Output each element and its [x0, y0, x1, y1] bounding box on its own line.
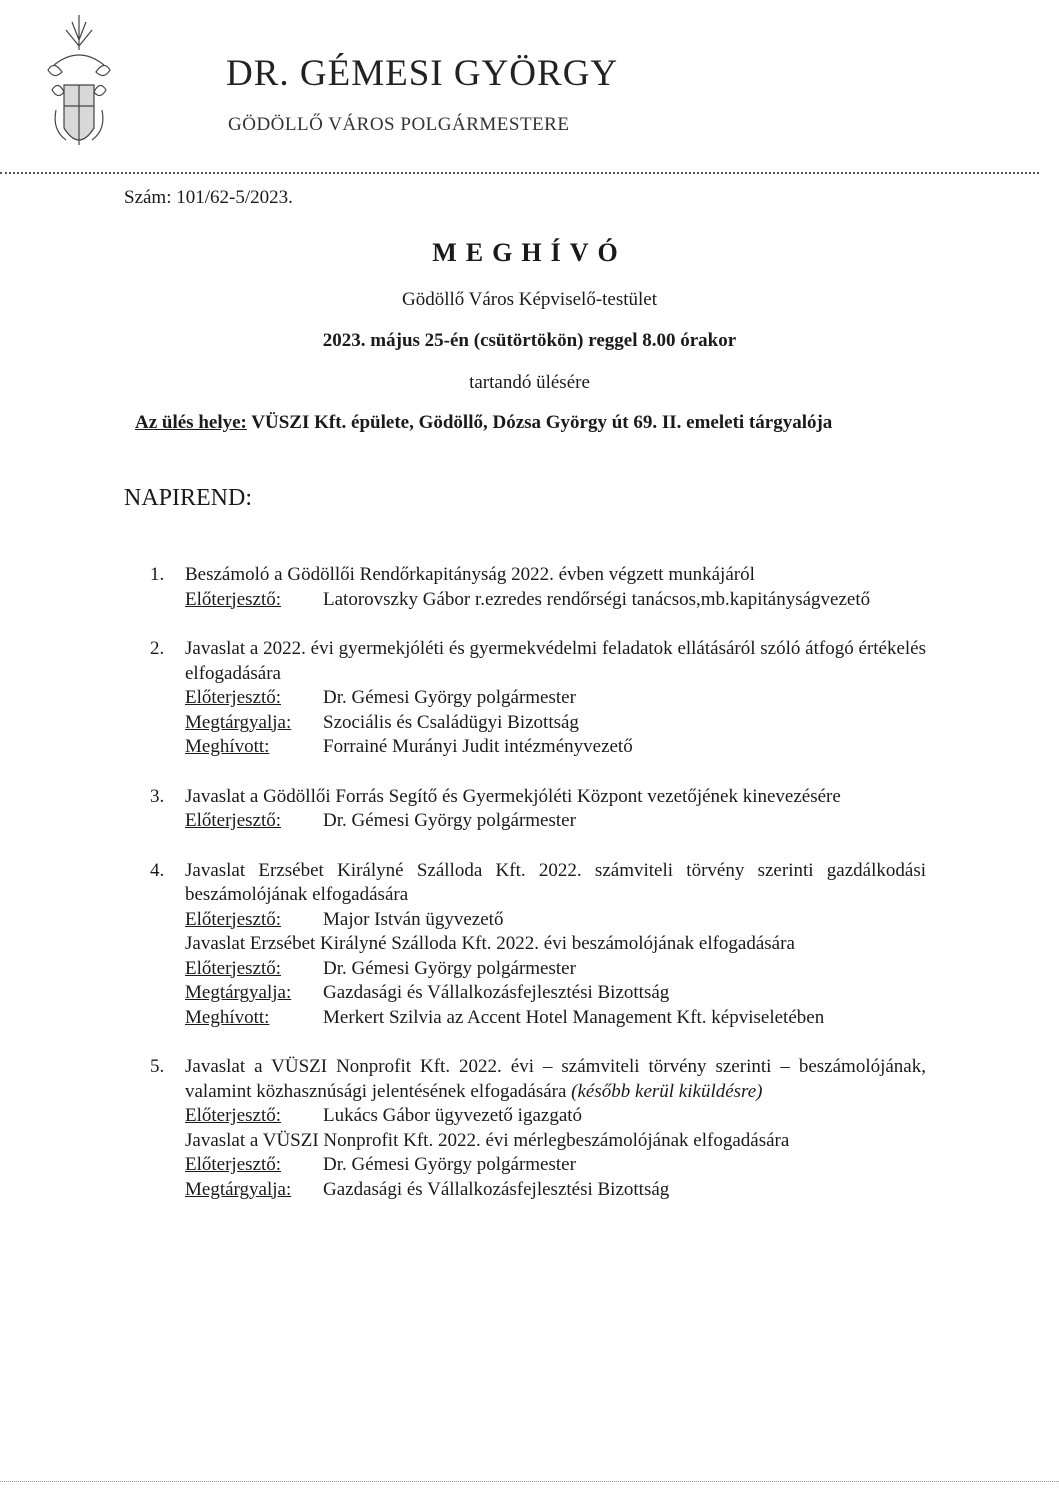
agenda-item-title: Javaslat a VÜSZI Nonprofit Kft. 2022. évi – számviteli törvény szerinti – beszámolójának, valamint közhasznúsági jelentésének elfogadására [185, 1056, 926, 1102]
role-value: Gazdasági és Vállalkozásfejlesztési Bizottság [323, 982, 670, 1003]
role-label: Előterjesztő: [185, 588, 282, 610]
agenda-item [150, 637, 926, 760]
agenda-role-row [185, 711, 926, 736]
agenda-item [150, 859, 926, 1031]
agenda-role-row [185, 1104, 926, 1129]
agenda-subitem-title: Javaslat Erzsébet Királyné Szálloda Kft. 2022. évi beszámolójának elfogadására [185, 933, 795, 954]
role-value: Dr. Gémesi György polgármester [323, 957, 576, 979]
role-label: Előterjesztő: [185, 957, 282, 979]
role-value: Forrainé Murányi Judit intézményvezető [323, 736, 633, 757]
role-label: Megtárgyalja: [185, 1178, 292, 1200]
agenda-role-row [185, 957, 926, 982]
role-value: Szociális és Családügyi Bizottság [323, 711, 579, 733]
role-value: Latorovszky Gábor r.ezredes rendőrségi tanácsos,mb.kapitányságvezető [323, 588, 871, 610]
role-label: Megtárgyalja: [185, 711, 292, 733]
meeting-subtitle: tartandó ülésére [469, 372, 590, 393]
role-value: Dr. Gémesi György polgármester [323, 810, 576, 831]
coat-of-arms-icon [44, 10, 114, 158]
agenda-item-number: 2. [150, 638, 165, 659]
agenda-role-row [185, 1153, 926, 1178]
agenda-role-row [185, 735, 926, 760]
agenda-item-number: 3. [150, 785, 165, 807]
role-label: Meghívott: [185, 1006, 270, 1028]
role-value: Major István ügyvezető [323, 908, 504, 930]
document-title: MEGHÍVÓ [432, 238, 627, 267]
mayor-name: DR. GÉMESI GYÖRGY [226, 53, 619, 94]
agenda-item [150, 563, 926, 612]
role-value: Lukács Gábor ügyvezető igazgató [323, 1105, 583, 1126]
role-label: Előterjesztő: [185, 810, 282, 831]
agenda-item-title: Javaslat a Gödöllői Forrás Segítő és Gyermekjóléti Központ vezetőjének kinevezésére [185, 785, 841, 807]
footer-divider [0, 1481, 1059, 1482]
agenda-role-row [185, 1006, 926, 1031]
header-divider [0, 172, 1039, 174]
agenda-role-row [185, 908, 926, 933]
reference-number: Szám: 101/62-5/2023. [124, 187, 293, 208]
agenda-role-row [185, 1178, 926, 1203]
agenda-item-number: 5. [150, 1056, 165, 1077]
mayor-title: GÖDÖLLŐ VÁROS POLGÁRMESTERE [228, 114, 570, 135]
agenda-item-number: 4. [150, 859, 165, 881]
role-label: Meghívott: [185, 736, 270, 757]
agenda-role-row [185, 809, 926, 834]
venue-label: Az ülés helye: [135, 412, 247, 433]
agenda-subitem-title: Javaslat a VÜSZI Nonprofit Kft. 2022. évi mérlegbeszámolójának elfogadására [185, 1129, 790, 1151]
role-value: Dr. Gémesi György polgármester [323, 1154, 576, 1175]
role-label: Megtárgyalja: [185, 982, 292, 1003]
agenda-role-row [185, 981, 926, 1006]
agenda-role-row [185, 686, 926, 711]
meeting-datetime: 2023. május 25-én (csütörtökön) reggel 8.00 órakor [322, 330, 737, 351]
agenda-list [150, 563, 926, 1227]
agenda-item-number: 1. [150, 564, 165, 585]
meeting-venue [135, 412, 832, 434]
role-value: Dr. Gémesi György polgármester [323, 687, 576, 708]
agenda-item-title: Javaslat a 2022. évi gyermekjóléti és gyermekvédelmi feladatok ellátásáról szóló átfogó értékelés elfogadására [185, 638, 926, 684]
role-label: Előterjesztő: [185, 1154, 282, 1175]
agenda-item [150, 785, 926, 834]
role-label: Előterjesztő: [185, 687, 282, 708]
role-value: Merkert Szilvia az Accent Hotel Management Kft. képviseletében [323, 1006, 825, 1028]
agenda-item-note: (később kerül kiküldésre) [571, 1080, 763, 1102]
agenda-role-row [185, 588, 926, 613]
agenda-heading: NAPIREND: [124, 485, 253, 511]
agenda-item-title: Javaslat Erzsébet Királyné Szálloda Kft. 2022. számviteli törvény szerinti gazdálkodási beszámolójának elfogadására [185, 859, 926, 905]
agenda-item-title: Beszámoló a Gödöllői Rendőrkapitányság 2022. évben végzett munkájáról [185, 564, 755, 585]
agenda-item-title-wrap [185, 1055, 926, 1104]
agenda-item [150, 1055, 926, 1202]
role-value: Gazdasági és Vállalkozásfejlesztési Bizottság [323, 1178, 670, 1200]
role-label: Előterjesztő: [185, 908, 282, 930]
venue-value: VÜSZI Kft. épülete, Gödöllő, Dózsa György út 69. II. emeleti tárgyalója [246, 412, 833, 433]
role-label: Előterjesztő: [185, 1105, 282, 1126]
body-name: Gödöllő Város Képviselő-testület [401, 289, 658, 310]
